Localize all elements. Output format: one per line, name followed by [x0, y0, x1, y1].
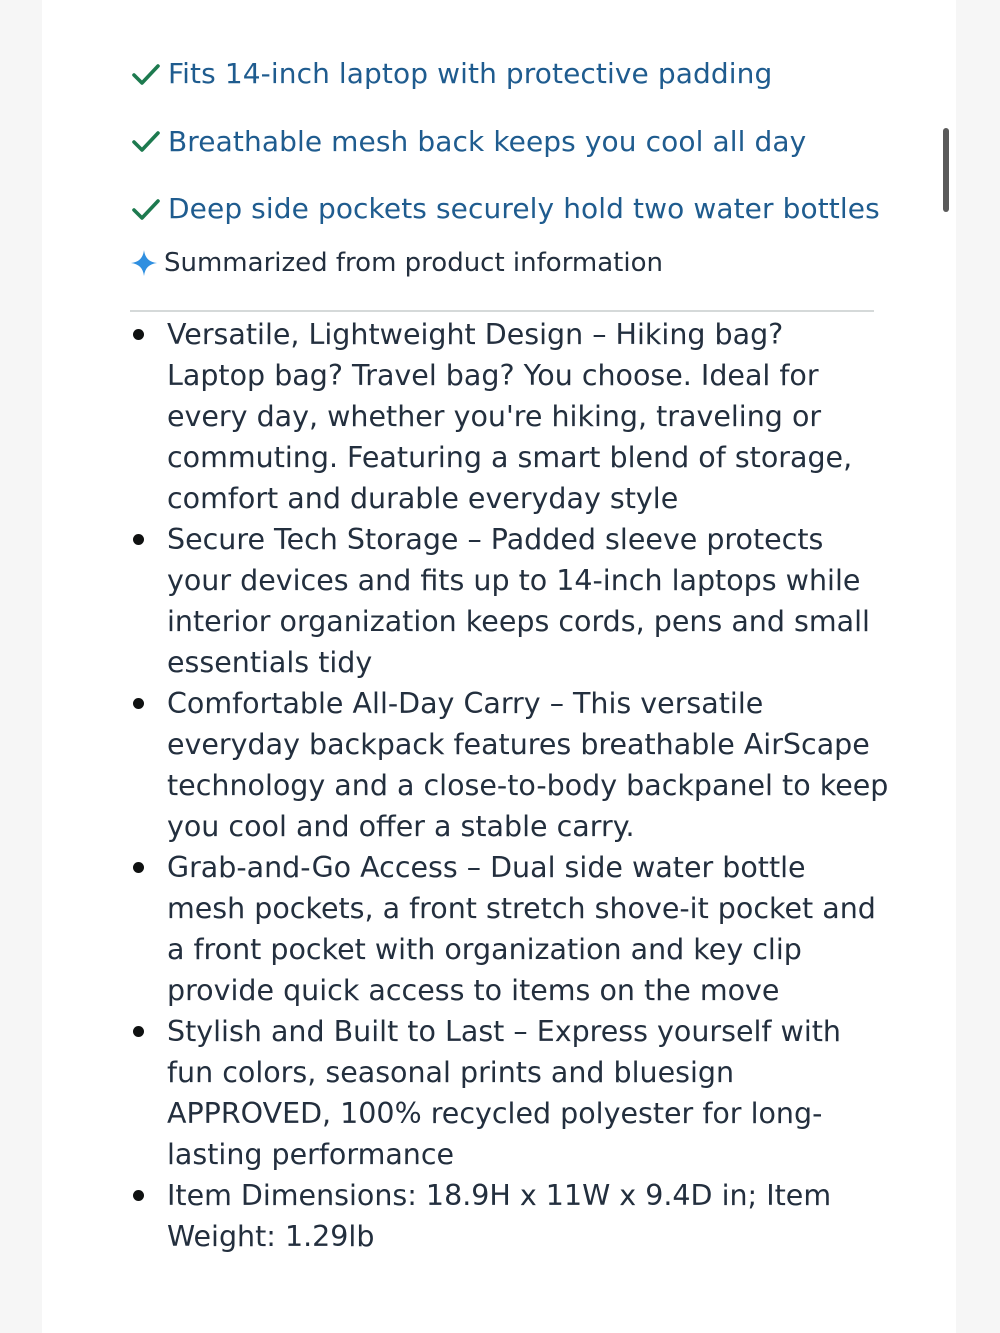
list-item	[130, 519, 890, 683]
section-divider	[130, 310, 874, 312]
list-item	[130, 1175, 890, 1257]
check-icon	[130, 193, 162, 225]
bullet-text: Item Dimensions: 18.9H x 11W x 9.4D in; Item Weight: 1.29lb	[167, 1179, 832, 1253]
check-icon	[130, 125, 162, 157]
ai-summary-note	[130, 248, 663, 278]
bullet-text: Comfortable All-Day Carry – This versatile everyday backpack features breathable AirScape technology and a close-to-body backpanel to keep you cool and offer a stable carry.	[167, 687, 889, 843]
list-item	[130, 683, 890, 847]
feature-bullets	[130, 314, 890, 1257]
bullet-text: Grab-and-Go Access – Dual side water bottle mesh pockets, a front stretch shove-it pocket and a front pocket with organization and key clip provide quick access to items on the move	[167, 851, 876, 1007]
list-item	[130, 314, 890, 519]
bullet-icon	[133, 862, 144, 873]
highlight-text: Fits 14-inch laptop with protective padding	[168, 57, 773, 91]
summary-text: Summarized from product information	[164, 248, 663, 278]
bullet-icon	[133, 698, 144, 709]
list-item	[130, 1011, 890, 1175]
product-details-panel	[42, 0, 956, 1333]
highlights-list	[130, 40, 890, 243]
scrollbar-thumb[interactable]	[943, 128, 949, 212]
highlight-text: Deep side pockets securely hold two water bottles	[168, 192, 880, 226]
bullet-icon	[133, 1026, 144, 1037]
sparkle-icon	[130, 249, 158, 277]
bullet-text: Versatile, Lightweight Design – Hiking bag? Laptop bag? Travel bag? You choose. Ideal for every day, whether you're hiking, traveling or commuting. Featuring a smart blend of storage, comfort and durable everyday style	[167, 318, 853, 515]
bullet-icon	[133, 534, 144, 545]
bullet-icon	[133, 329, 144, 340]
highlight-text: Breathable mesh back keeps you cool all day	[168, 124, 807, 158]
check-icon	[130, 58, 162, 90]
highlight-item	[130, 175, 890, 243]
bullet-text: Stylish and Built to Last – Express yourself with fun colors, seasonal prints and bluesign APPROVED, 100% recycled polyester for long-lasting performance	[167, 1015, 841, 1171]
highlight-item	[130, 40, 890, 108]
highlight-item	[130, 108, 890, 176]
bullet-icon	[133, 1190, 144, 1201]
bullet-text: Secure Tech Storage – Padded sleeve protects your devices and fits up to 14-inch laptops while interior organization keeps cords, pens and small essentials tidy	[167, 523, 870, 679]
list-item	[130, 847, 890, 1011]
